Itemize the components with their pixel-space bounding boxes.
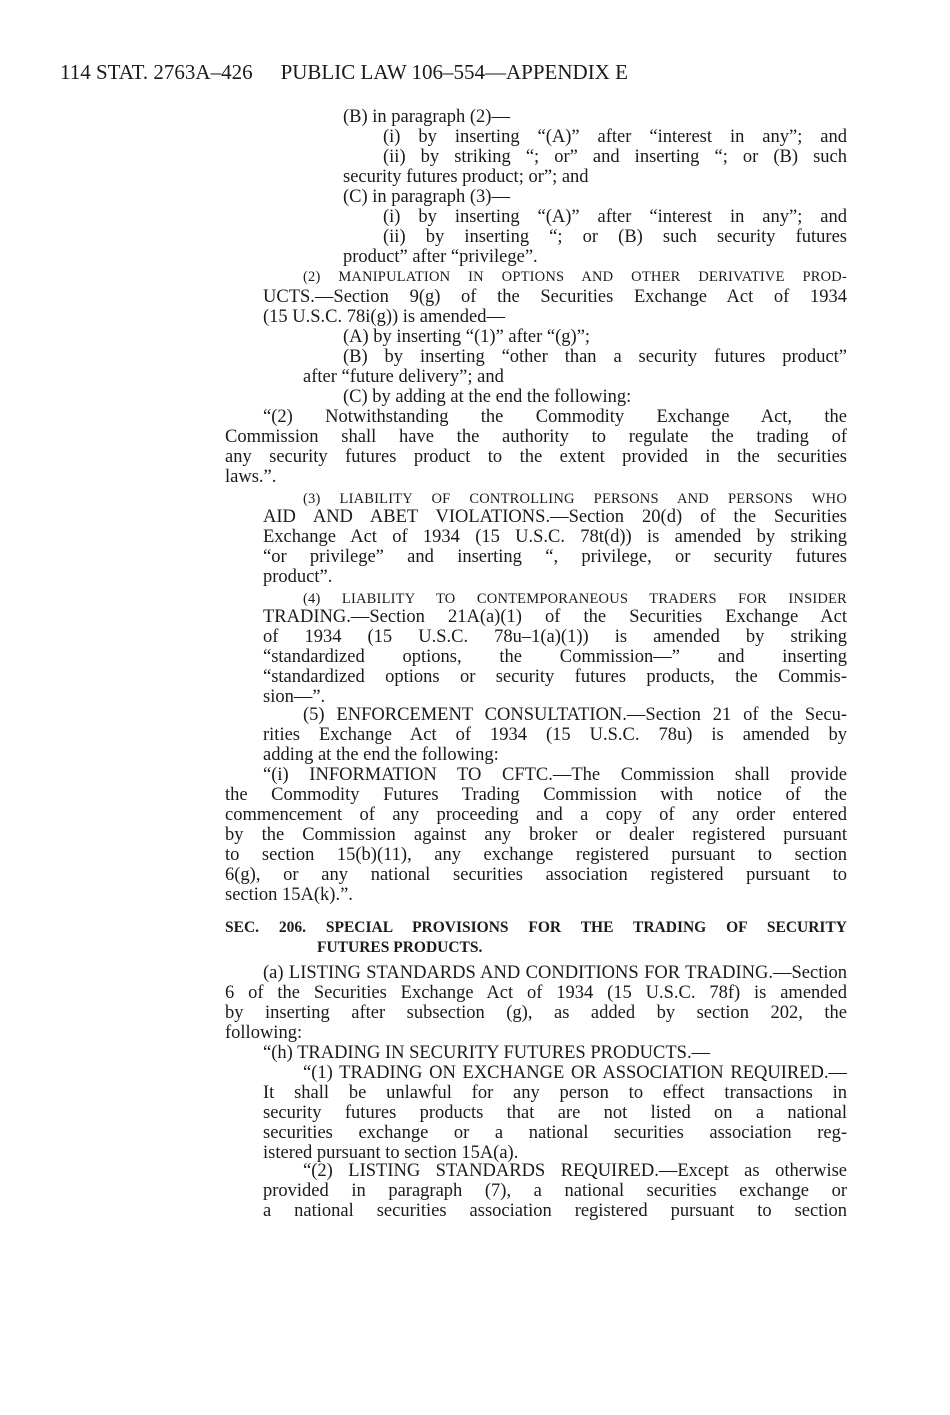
text-line: following: [225,1023,303,1043]
text-line: UCTS.—Section 9(g) of the Securities Exchange Act of 1934 [263,287,847,307]
text-line: 6(g), or any national securities association registered pursuant to [225,865,847,885]
text-line: adding at the end the following: [263,745,499,765]
text-line: any security futures product to the extent provided in the securities [225,447,847,467]
text-line: (B) by inserting “other than a security futures product” [343,347,847,367]
text-line: (a) LISTING STANDARDS AND CONDITIONS FOR TRADING.—Section [263,963,847,983]
text-line: TRADING.—Section 21A(a)(1) of the Securities Exchange Act [263,607,847,627]
text-line: (B) in paragraph (2)— [343,107,510,127]
header-stat-citation: 114 STAT. 2763A–426 [60,60,253,84]
paragraph-heading-line: (4) LIABILITY TO CONTEMPORANEOUS TRADERS FOR INSIDER [303,591,847,607]
text-line: (5) ENFORCEMENT CONSULTATION.—Section 21 of the Secu- [303,705,847,725]
text-line: product”. [263,567,333,587]
text-line: sion—”. [263,687,326,707]
text-line: rities Exchange Act of 1934 (15 U.S.C. 78u) is amended by [263,725,847,745]
text-line: (i) by inserting “(A)” after “interest in any”; and [383,127,847,147]
text-line: the Commodity Futures Trading Commission with notice of the [225,785,847,805]
text-line: to section 15(b)(11), any exchange registered pursuant to section [225,845,847,865]
text-line: (i) by inserting “(A)” after “interest in any”; and [383,207,847,227]
text-line: AID AND ABET VIOLATIONS.—Section 20(d) of the Securities [263,507,847,527]
page-header [60,60,628,85]
text-line: (15 U.S.C. 78i(g)) is amended— [263,307,506,327]
text-line: section 15A(k).”. [225,885,353,905]
text-line: product” after “privilege”. [343,247,538,267]
text-line: after “future delivery”; and [303,367,504,387]
text-line: “standardized options or security futures products, the Commis- [263,667,847,687]
text-line: security futures product; or”; and [343,167,589,187]
text-line: “(2) Notwithstanding the Commodity Exchange Act, the [263,407,847,427]
text-line: 6 of the Securities Exchange Act of 1934 (15 U.S.C. 78f) is amended [225,983,847,1003]
text-line: Commission shall have the authority to regulate the trading of [225,427,847,447]
text-line: (C) by adding at the end the following: [343,387,632,407]
section-heading: SEC. 206. SPECIAL PROVISIONS FOR THE TRADING OF SECURITY [225,919,847,936]
text-line: “or privilege” and inserting “, privilege, or security futures [263,547,847,567]
text-line: istered pursuant to section 15A(a). [263,1143,519,1163]
text-line: (C) in paragraph (3)— [343,187,510,207]
text-line: by inserting after subsection (g), as added by section 202, the [225,1003,847,1023]
text-line: (ii) by inserting “; or (B) such security futures [383,227,847,247]
text-line: commencement of any proceeding and a copy of any order entered [225,805,847,825]
text-line: “(1) TRADING ON EXCHANGE OR ASSOCIATION REQUIRED.— [303,1063,847,1083]
text-line: by the Commission against any broker or dealer registered pursuant [225,825,847,845]
text-line: laws.”. [225,467,277,487]
text-line: “standardized options, the Commission—” and inserting [263,647,847,667]
text-line: (ii) by striking “; or” and inserting “; or (B) such [383,147,847,167]
text-line: securities exchange or a national securities association reg- [263,1123,847,1143]
paragraph-heading-line: (3) LIABILITY OF CONTROLLING PERSONS AND PERSONS WHO [303,491,847,507]
header-law-title: PUBLIC LAW 106–554—APPENDIX E [280,60,628,84]
text-line: provided in paragraph (7), a national securities exchange or [263,1181,847,1201]
text-line: a national securities association registered pursuant to section [263,1201,847,1221]
text-line: It shall be unlawful for any person to effect transactions in [263,1083,847,1103]
text-line: “(h) TRADING IN SECURITY FUTURES PRODUCTS.— [263,1043,711,1063]
section-heading-continued: FUTURES PRODUCTS. [317,939,483,956]
text-line: “(i) INFORMATION TO CFTC.—The Commission shall provide [263,765,847,785]
text-line: Exchange Act of 1934 (15 U.S.C. 78t(d)) is amended by striking [263,527,847,547]
text-line: security futures products that are not listed on a national [263,1103,847,1123]
text-line: “(2) LISTING STANDARDS REQUIRED.—Except as otherwise [303,1161,847,1181]
text-line: (A) by inserting “(1)” after “(g)”; [343,327,591,347]
text-line: of 1934 (15 U.S.C. 78u–1(a)(1)) is amended by striking [263,627,847,647]
paragraph-heading-line: (2) MANIPULATION IN OPTIONS AND OTHER DERIVATIVE PROD- [303,269,847,285]
